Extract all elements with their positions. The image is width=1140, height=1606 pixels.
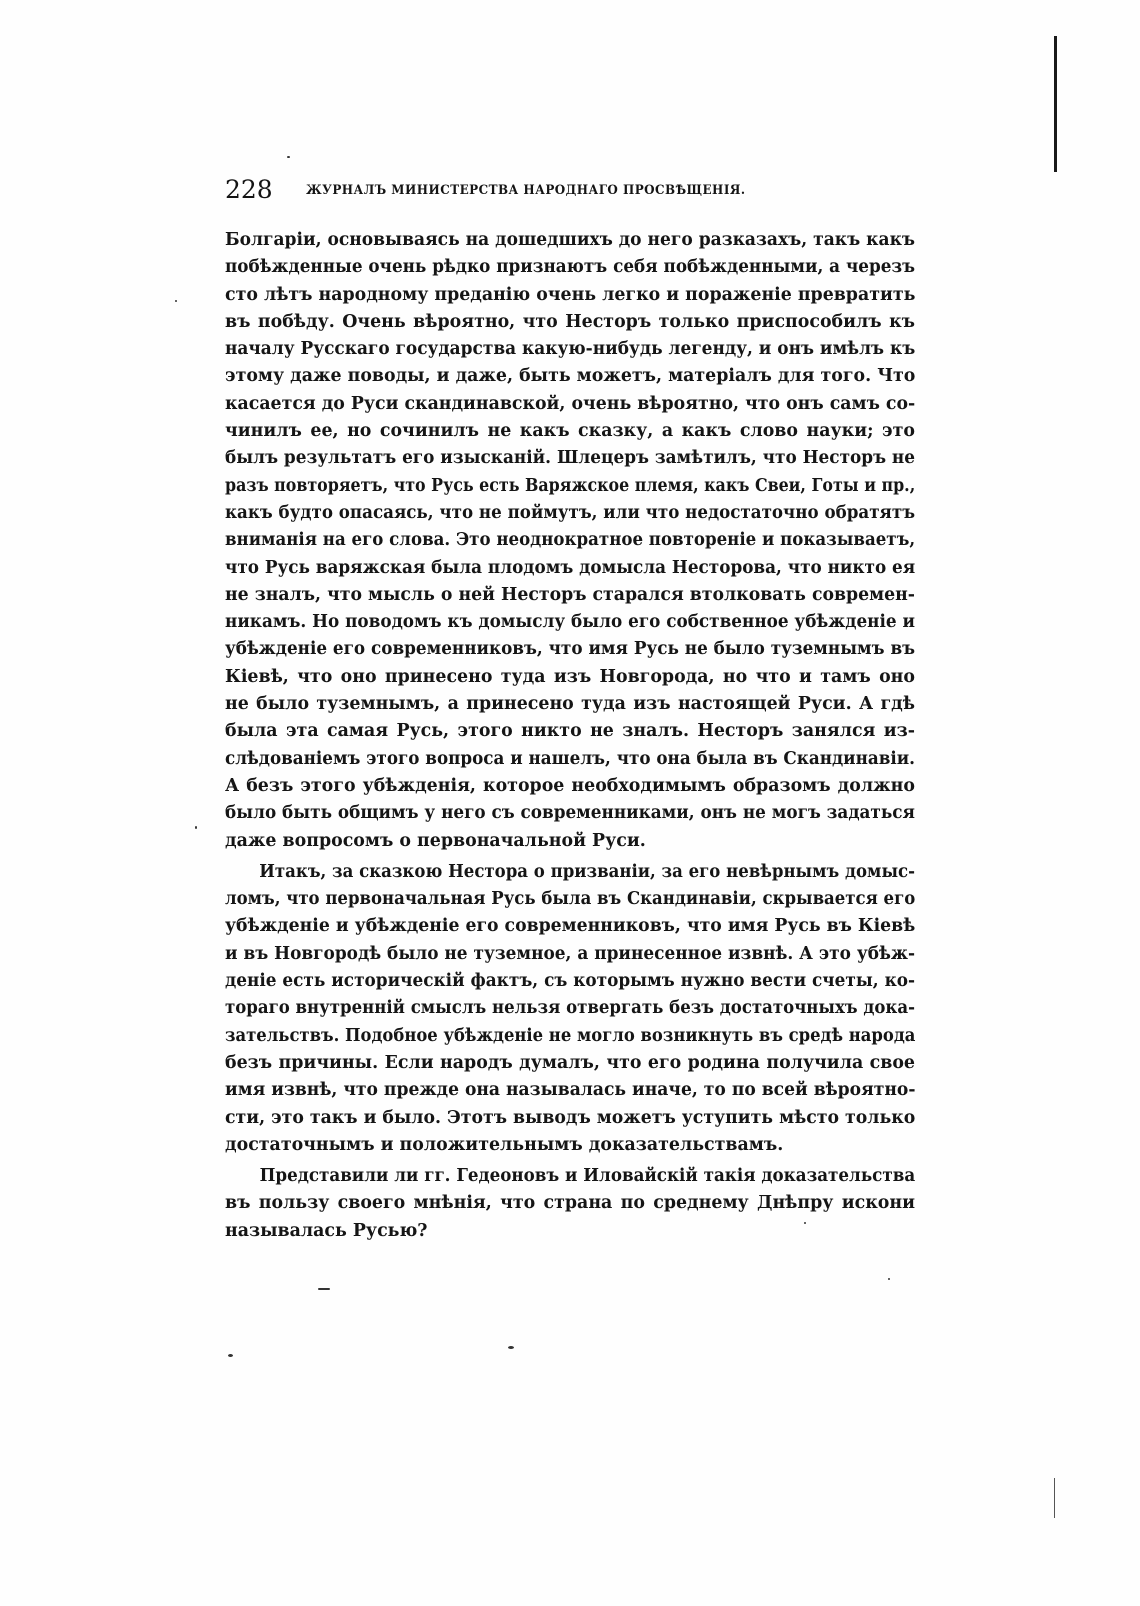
text-line: сто лѣтъ народному преданію очень легко и пораженіе превратить — [225, 284, 916, 305]
text-line: этому даже поводы, и даже, быть можетъ, матеріалъ для того. Что — [225, 366, 916, 387]
text-line: убѣжденіе и убѣжденіе его современниковъ, что имя Русь въ Кіевѣ — [225, 916, 916, 937]
text-line: началу Русскаго государства какую-нибудь легенду, и онъ имѣлъ къ — [225, 339, 916, 360]
text-line: достаточнымъ и положительнымъ доказательствамъ. — [225, 1134, 784, 1155]
text-line: Болгаріи, основываясь на дошедшихъ до него разказахъ, такъ какъ — [225, 230, 915, 250]
text-line: не было туземнымъ, а принесено туда изъ настоящей Руси. А гдѣ — [225, 694, 915, 715]
text-line: была эта самая Русь, этого никто не зналъ. Несторъ занялся из- — [225, 721, 915, 742]
scan-speck — [195, 826, 197, 829]
text-line: былъ результатъ его изысканій. Шлецеръ замѣтилъ, что Несторъ не — [225, 448, 916, 469]
text-line: касается до Руси скандинавской, очень вѣроятно, что онъ самъ со- — [225, 393, 916, 414]
text-line: слѣдованіемъ этого вопроса и нашелъ, что она была въ Скандинавіи. — [225, 748, 916, 769]
scan-speck — [888, 1278, 890, 1280]
text-line: какъ будто опасаясь, что не поймутъ, или что недостаточно обратятъ — [225, 502, 916, 523]
text-line: Представили ли гг. Гедеоновъ и Иловайскій такія доказательства — [259, 1166, 916, 1187]
text-line: ломъ, что первоначальная Русь была въ Скандинавіи, скрывается его — [225, 889, 916, 910]
text-line: разъ повторяетъ, что Русь есть Варяжское племя, какъ Свеи, Готы и пр., — [225, 475, 916, 496]
scan-edge-rule-lower — [1054, 1478, 1055, 1518]
text-line: сти, это такъ и было. Этотъ выводъ можетъ уступить мѣсто только — [225, 1107, 916, 1128]
text-line: имя извнѣ, что прежде она называлась иначе, то по всей вѣроятно- — [225, 1080, 916, 1101]
scan-speck — [287, 156, 290, 158]
text-line: въ пользу своего мнѣнія, что страна по среднему Днѣпру искони — [225, 1193, 915, 1214]
text-line: не зналъ, что мысль о ней Несторъ старался втолковать современ- — [225, 584, 915, 605]
text-line: побѣжденные очень рѣдко признаютъ себя побѣжденными, а черезъ — [225, 257, 916, 278]
text-line: Кіевѣ, что оно принесено туда изъ Новгорода, но что и тамъ оно — [225, 666, 915, 687]
scan-speck — [228, 1354, 233, 1357]
text-line: даже вопросомъ о первоначальной Руси. — [225, 830, 646, 851]
text-line: что Русь варяжская была плодомъ домысла Несторова, что никто ея — [225, 557, 916, 578]
scan-speck — [508, 1346, 514, 1349]
text-line: убѣжденіе его современниковъ, что имя Русь не было туземнымъ въ — [225, 639, 916, 660]
scan-speck — [175, 300, 177, 302]
text-line: деніе есть историческій фактъ, съ которымъ нужно вести счеты, ко- — [225, 971, 916, 992]
text-line: и въ Новгородѣ было не туземное, а принесенное извнѣ. А это убѣж- — [225, 943, 915, 964]
page-header — [225, 176, 915, 204]
text-line: вниманія на его слова. Это неоднократное повтореніе и показываетъ, — [225, 530, 916, 551]
text-line: Итакъ, за сказкою Нестора о призваніи, за его невѣрнымъ домыс- — [259, 861, 915, 882]
page-number: 228 — [225, 175, 273, 204]
text-line: тораго внутренній смыслъ нельзя отвергать безъ достаточныхъ дока- — [225, 998, 915, 1019]
scan-speck — [318, 1288, 330, 1290]
running-title: ЖУРНАЛЪ МИНИСТЕРСТВА НАРОДНАГО ПРОСВѢЩЕНІЯ. — [306, 183, 746, 198]
text-line: А безъ этого убѣжденія, которое необходимымъ образомъ должно — [225, 775, 915, 796]
text-line: чинилъ ее, но сочинилъ не какъ сказку, а какъ слово науки; это — [225, 421, 915, 442]
scan-edge-rule — [1054, 36, 1057, 172]
text-line: зательствъ. Подобное убѣжденіе не могло возникнуть въ средѣ народа — [225, 1025, 916, 1046]
text-line: въ побѣду. Очень вѣроятно, что Несторъ только приспособилъ къ — [225, 311, 915, 332]
text-line: называлась Русью? — [225, 1220, 428, 1241]
text-line: было быть общимъ у него съ современниками, онъ не могъ задаться — [225, 803, 915, 824]
text-line: безъ причины. Если народъ думалъ, что его родина получила свое — [225, 1052, 915, 1073]
body-text — [225, 227, 915, 1245]
text-line: никамъ. Но поводомъ къ домыслу было его собственное убѣжденіе и — [225, 612, 915, 633]
